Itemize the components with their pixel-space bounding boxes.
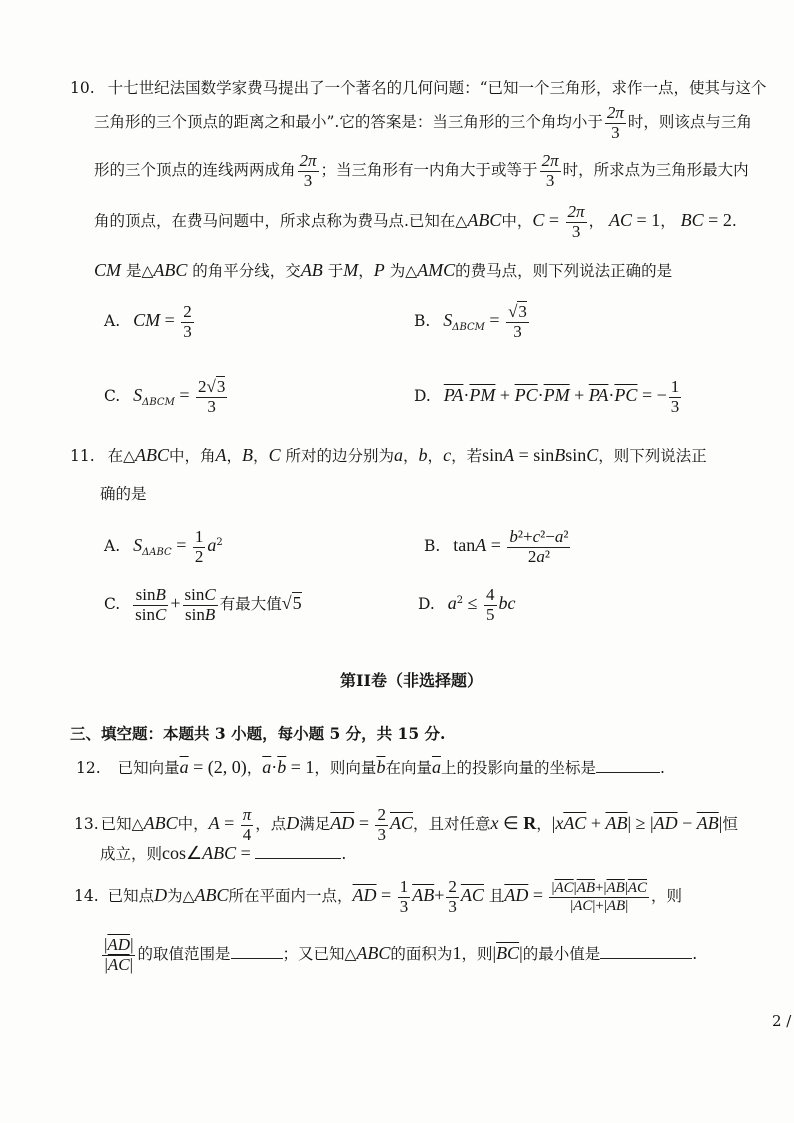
q10-option-c[interactable]: C. $S_{\Delta BCM}$ = $\frac{2√3}{3}$	[104, 377, 226, 416]
q10-option-a[interactable]: A. CM = $\frac{2}{3}$	[104, 302, 192, 341]
q11-option-d[interactable]: D. $a^2$ ≤ $\frac{4}{5}$ bc	[418, 585, 516, 624]
q11-option-c[interactable]: C. $\frac{\sin B}{\sin C}$ + $\frac{\sin C}{\sin B}$ 有最大值√5	[104, 585, 302, 624]
q10-option-d[interactable]: D. $\overline{PA}\cdot\overline{PM} + \overline{PC}\cdot\overline{PM} + \overline{PA}\cdot\overline{PC}$ = − $\frac{1}{3}$	[414, 377, 680, 416]
question-13-line-1: 13. 已知△ABC中，A = $\frac{\pi}{4}$ ，点D满足$\overline{AD}$ = $\frac{2}{3}$ $\overline{AC}$，且对任意x ∈ R，$|x\overline{AC} + \overline{AB}| \ge |\overline{AD} - \overline{AB}|$恒	[74, 805, 738, 844]
question-10-line-4: 角的顶点，在费马问题中，所求点称为费马点.已知在△ABC中，C = $\frac{2\pi}{3}$ ， AC = 1， BC = 2.	[94, 202, 737, 241]
answer-blank[interactable]	[255, 844, 341, 859]
question-11-line-2: 确的是	[100, 485, 147, 503]
question-12: 12. 已知向量$\overline{a} = (2$, 0)，$\overline{a}\cdot\overline{b} = 1$，则向量$\overline{b}$在向量$\overline{a}$上的投影向量的坐标是 .	[76, 757, 665, 777]
answer-blank[interactable]	[596, 758, 660, 773]
question-number: 10.	[70, 79, 95, 97]
question-10-line-3: 形的三个顶点的连线两两成角 $\frac{2\pi}{3}$ ；当三角形有一内角大于或等于 $\frac{2\pi}{3}$ 时，所求点为三角形最大内	[94, 151, 749, 190]
page-number: 2 /	[772, 1012, 792, 1030]
question-10-line-2: 三角形的三个顶点的距离之和最小”.它的答案是：当三角形的三个角均小于 $\frac{2\pi}{3}$ 时，则该点与三角	[94, 103, 752, 142]
section-title: 第II卷（非选择题）	[340, 671, 483, 690]
question-11-line-1: 11. 在△ABC中，角A，B，C 所对的边分别为a，b，c，若sinA = sinBsinC，则下列说法正	[70, 445, 707, 465]
part-3-header: 三、填空题：本题共 3 小题，每小题 5 分，共 15 分.	[70, 724, 446, 743]
question-text: 十七世纪法国数学家费马提出了一个著名的几何问题：“已知一个三角形，求作一点，使其与这个	[107, 79, 767, 97]
question-10-line-1	[70, 76, 767, 98]
question-14-line-1: 14. 已知点D为△ABC所在平面内一点，$\overline{AD}$ = $\frac{1}{3}$ $\overline{AB}+$ $\frac{2}{3}$ $\overline{AC}$ 且$\overline{AD}$ = $\frac{|\overline{AC}|\overline{AB}+|\overline{AB}|\overline{AC}}{|\overline{AC}|+|\overline{AB}|}$ ，则	[74, 877, 683, 916]
answer-blank[interactable]	[600, 944, 692, 959]
question-14-line-2: $\frac{|\overline{AD}|}{|\overline{AC}|}$ 的取值范围是 ；又已知△ABC的面积为1，则$|\overline{BC}|$的最小值是 .	[104, 935, 698, 974]
answer-blank[interactable]	[231, 944, 283, 959]
question-10-line-5: CM 是△ABC 的角平分线，交AB 于M，P 为△AMC的费马点，则下列说法正确的是	[94, 260, 673, 280]
q10-option-b[interactable]: B. $S_{\Delta BCM}$ = $\frac{√3}{3}$	[414, 302, 527, 341]
q11-option-a[interactable]: A. $S_{\Delta ABC}$ = $\frac{1}{2}$ $a^2$	[104, 527, 223, 566]
fraction-2pi-3: $\frac{2\pi}{3}$	[606, 103, 624, 142]
q11-option-b[interactable]: B. tanA = $\frac{\text{b²+c²−a²}}{\text{2a²}}$	[424, 527, 569, 566]
question-13-line-2: 成立，则cos∠ABC = .	[100, 843, 347, 863]
